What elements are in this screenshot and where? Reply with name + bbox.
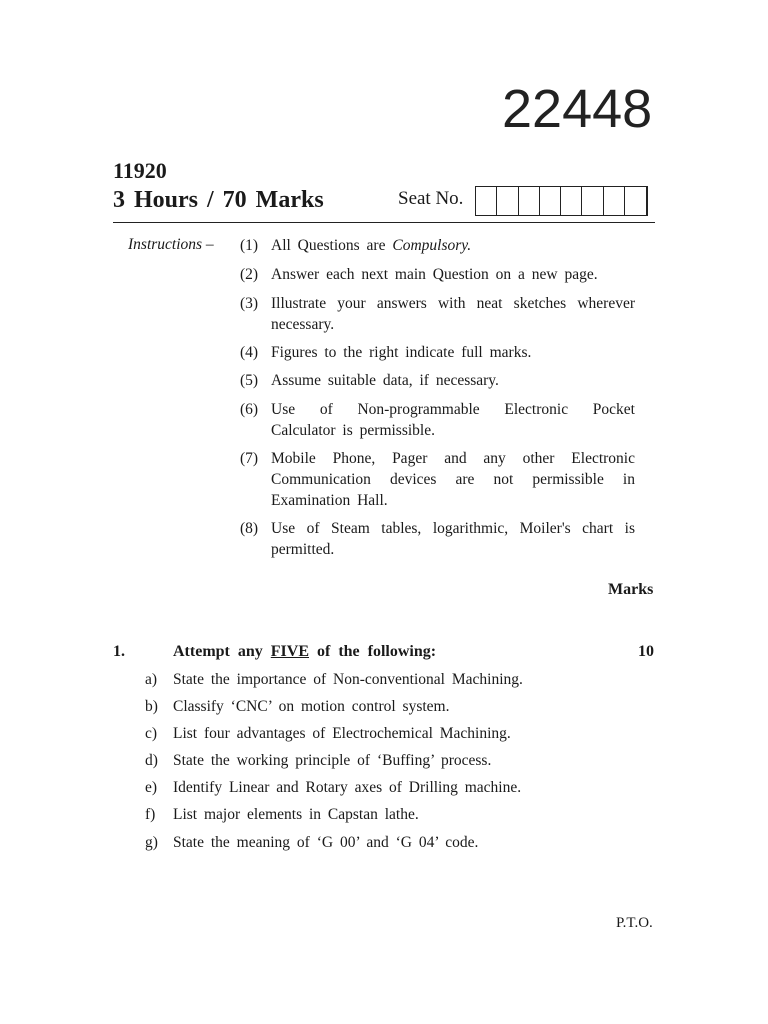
instruction-number: (6) — [240, 401, 259, 418]
instruction-text: Use of Non-programmable Electronic Pocket Calculator is permissible. — [271, 401, 635, 439]
instruction-number: (2) — [240, 266, 259, 283]
instruction-number: (3) — [240, 295, 259, 312]
seat-number-box — [476, 187, 497, 215]
instruction-text: All Questions are Compulsory. — [271, 237, 472, 254]
sub-question-label: e) — [145, 779, 158, 796]
emphasis-text: Compulsory. — [392, 237, 472, 254]
seat-number-box — [540, 187, 561, 215]
seat-number-box — [561, 187, 582, 215]
seat-number-box — [519, 187, 540, 215]
marks-heading: Marks — [608, 581, 654, 598]
sub-question-label: g) — [145, 834, 158, 851]
instruction-number: (8) — [240, 520, 259, 537]
instruction-number: (4) — [240, 344, 259, 361]
question-marks: 10 — [638, 643, 654, 660]
sub-question-text: Classify ‘CNC’ on motion control system. — [173, 698, 450, 715]
sub-question-label: d) — [145, 752, 158, 769]
seat-number-box — [582, 187, 603, 215]
instruction-number: (1) — [240, 237, 259, 254]
instruction-item — [240, 235, 635, 256]
instruction-number: (5) — [240, 372, 259, 389]
instruction-item — [240, 342, 635, 363]
seat-number-box — [497, 187, 518, 215]
instruction-item — [240, 293, 635, 335]
paper-code: 22448 — [502, 79, 653, 139]
sub-question-label: b) — [145, 698, 158, 715]
sub-question-label: c) — [145, 725, 158, 742]
sub-question-label: f) — [145, 806, 156, 823]
sub-question-text: State the importance of Non-conventional Machining. — [173, 671, 523, 688]
please-turn-over: P.T.O. — [616, 915, 653, 931]
instruction-item — [240, 399, 635, 441]
sub-question-text: State the meaning of ‘G 00’ and ‘G 04’ code. — [173, 834, 479, 851]
seat-number-boxes — [475, 186, 648, 216]
instruction-text: Mobile Phone, Pager and any other Electronic Communication devices are not permissible in Examination Hall. — [271, 450, 635, 509]
instruction-text: Figures to the right indicate full marks. — [271, 344, 532, 361]
sub-question-text: Identify Linear and Rotary axes of Drilling machine. — [173, 779, 522, 796]
instruction-item — [240, 448, 635, 511]
instruction-text: Answer each next main Question on a new page. — [271, 266, 598, 283]
emphasis-text: FIVE — [270, 643, 309, 660]
seat-number-box — [625, 187, 646, 215]
header-divider — [113, 222, 655, 223]
instruction-number: (7) — [240, 450, 259, 467]
sub-question-text: List major elements in Capstan lathe. — [173, 806, 419, 823]
sub-question-text: State the working principle of ‘Buffing’ process. — [173, 752, 492, 769]
instructions-heading: Instructions – — [128, 236, 214, 253]
sub-question-label: a) — [145, 671, 158, 688]
question-title: Attempt any FIVE of the following: — [173, 643, 437, 660]
instruction-text: Assume suitable data, if necessary. — [271, 372, 499, 389]
subject-code: 11920 — [113, 158, 167, 183]
question-number: 1. — [113, 643, 125, 660]
sub-question-text: List four advantages of Electrochemical Machining. — [173, 725, 511, 742]
instruction-item — [240, 370, 635, 391]
duration-marks: 3 Hours / 70 Marks — [113, 187, 324, 213]
instruction-item — [240, 518, 635, 560]
seat-number-label: Seat No. — [398, 188, 464, 209]
instruction-item — [240, 264, 635, 285]
seat-number-box — [604, 187, 625, 215]
instruction-text: Use of Steam tables, logarithmic, Moiler's chart is permitted. — [271, 520, 635, 558]
instruction-text: Illustrate your answers with neat sketches wherever necessary. — [271, 295, 635, 333]
